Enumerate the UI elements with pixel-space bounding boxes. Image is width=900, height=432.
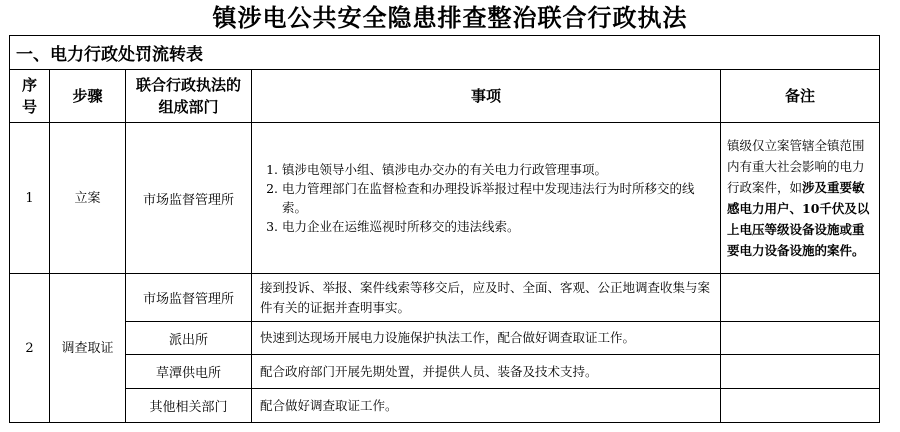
row-2-dept-police: 派出所 (126, 322, 252, 355)
list-item: 1. 镇涉电领导小组、镇涉电办交办的有关电力行政管理事项。 (282, 160, 710, 179)
row-1-dept: 市场监督管理所 (126, 123, 252, 274)
table-row-filing (10, 123, 880, 274)
row-2-remarks-market (721, 274, 880, 322)
table-row-investigation-2 (10, 322, 880, 355)
penalty-flow-table-container (9, 35, 879, 427)
header-dept (126, 70, 252, 123)
header-dept-label: 联合行政执法的组成部门 (136, 76, 242, 116)
document-title: 镇涉电公共安全隐患排查整治联合行政执法 (212, 4, 688, 32)
page-cut-edge (9, 423, 879, 427)
remarks-text (721, 133, 879, 263)
row-2-dept-market: 市场监督管理所 (126, 274, 252, 322)
section-title: 一、电力行政处罚流转表 (10, 36, 880, 70)
row-2-seq: 2 (10, 274, 50, 423)
remarks-bold: 涉及重要敏感电力用户、10千伏及以上电压等级设备设施或重要电力设备设施的案件。 (727, 180, 870, 258)
header-step: 步骤 (50, 70, 126, 123)
header-seq-label: 序号 (21, 76, 37, 116)
table-row-investigation-1 (10, 274, 880, 322)
row-2-dept-other: 其他相关部门 (126, 389, 252, 423)
header-seq (10, 70, 50, 123)
matters-list (252, 160, 720, 236)
row-2-desc-market: 接到投诉、举报、案件线索等移交后，应及时、全面、客观、公正地调查收集与案件有关的证据并查明事实。 (252, 274, 721, 322)
row-2-remarks-other (721, 389, 880, 423)
table-row-investigation-3 (10, 355, 880, 389)
row-2-desc-power-station: 配合政府部门开展先期处置，并提供人员、装备及技术支持。 (252, 355, 721, 389)
list-item: 3. 电力企业在运维巡视时所移交的违法线索。 (282, 217, 710, 236)
row-2-dept-power-station: 草潭供电所 (126, 355, 252, 389)
row-2-remarks-power-station (721, 355, 880, 389)
row-1-step: 立案 (50, 123, 126, 274)
row-2-desc-other: 配合做好调查取证工作。 (252, 389, 721, 423)
header-matters: 事项 (252, 70, 721, 123)
table-row-investigation-4 (10, 389, 880, 423)
row-1-seq: 1 (10, 123, 50, 274)
row-1-matters (252, 123, 721, 274)
row-2-remarks-police (721, 322, 880, 355)
list-item: 2. 电力管理部门在监督检查和办理投诉举报过程中发现违法行为时所移交的线索。 (282, 179, 710, 217)
row-1-remarks (721, 123, 880, 274)
row-2-step: 调查取证 (50, 274, 126, 423)
column-header-row (10, 70, 880, 123)
section-header-row (10, 36, 880, 70)
header-remarks: 备注 (721, 70, 880, 123)
remarks-plain: 镇级仅立案管辖全镇范围内有重大社会影响的电力行政案件，如 (727, 138, 865, 195)
row-2-desc-police: 快速到达现场开展电力设施保护执法工作，配合做好调查取证工作。 (252, 322, 721, 355)
penalty-flow-table (9, 35, 880, 423)
